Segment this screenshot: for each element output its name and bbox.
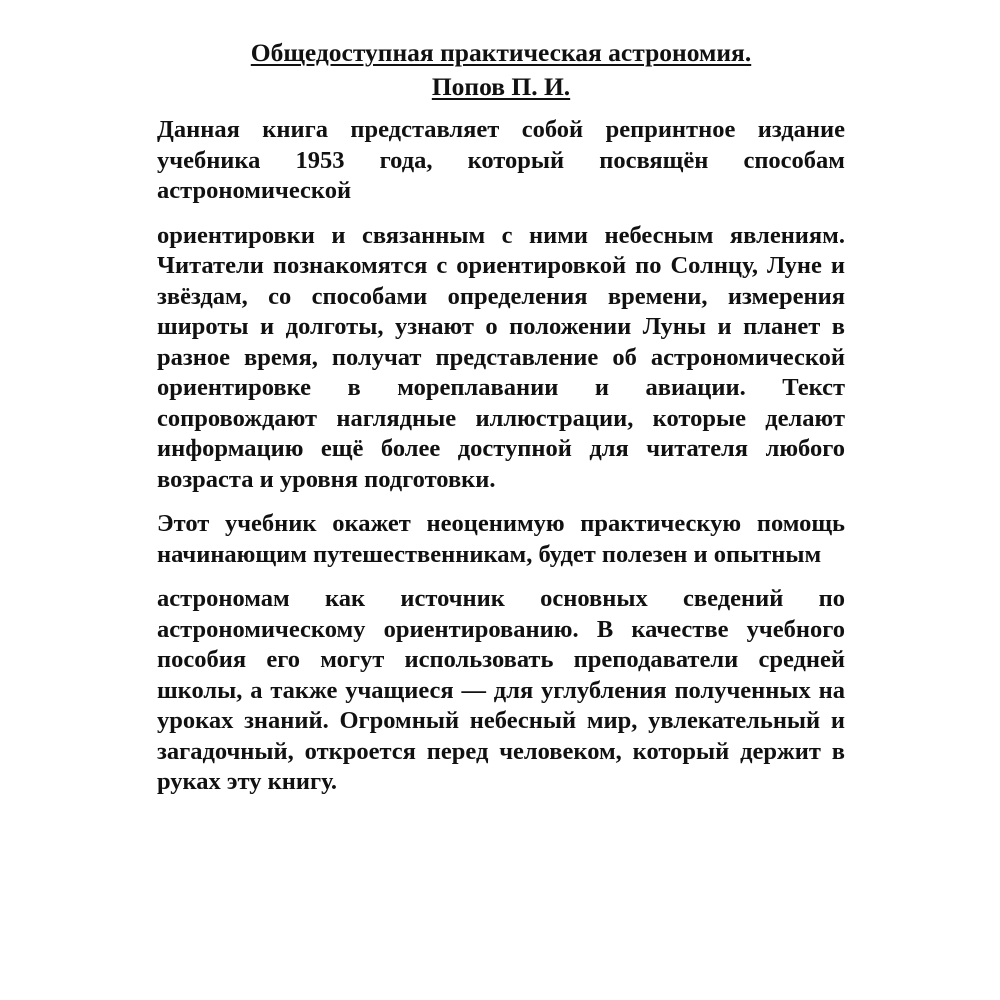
paragraph-4: астрономам как источник основных сведений по астрономическому ориентированию. В качестве учебного пособия его могут использовать преподаватели средней школы, а также учащиеся — для углубления полученных на уроках знаний. Огромный небесный мир, увлекательный и загадочный, откроется перед человеком, который держит в руках эту книгу. (157, 585, 845, 795)
paragraph-1: Данная книга представляет собой репринтное издание учебника 1953 года, который посвящён способам астрономической (157, 116, 845, 204)
document-title (157, 36, 845, 104)
title-line-2: Попов П. И. (431, 72, 571, 101)
title-line-1: Общедоступная практическая астрономия. (250, 38, 752, 67)
document-page (157, 36, 845, 798)
paragraph-2: ориентировки и связанным с ними небесным явлениям. Читатели познакомятся с ориентировкой по Солнцу, Луне и звёздам, со способами определения времени, измерения широты и долготы, узнают о положении Луны и планет в разное время, получат представление об астрономической ориентировке в мореплавании и авиации. Текст сопровождают наглядные иллюстрации, которые делают информацию ещё более доступной для читателя любого возраста и уровня подготовки. (157, 221, 845, 493)
paragraph-3: Этот учебник окажет неоценимую практическую помощь начинающим путешественникам, будет полезен и опытным (157, 510, 845, 568)
